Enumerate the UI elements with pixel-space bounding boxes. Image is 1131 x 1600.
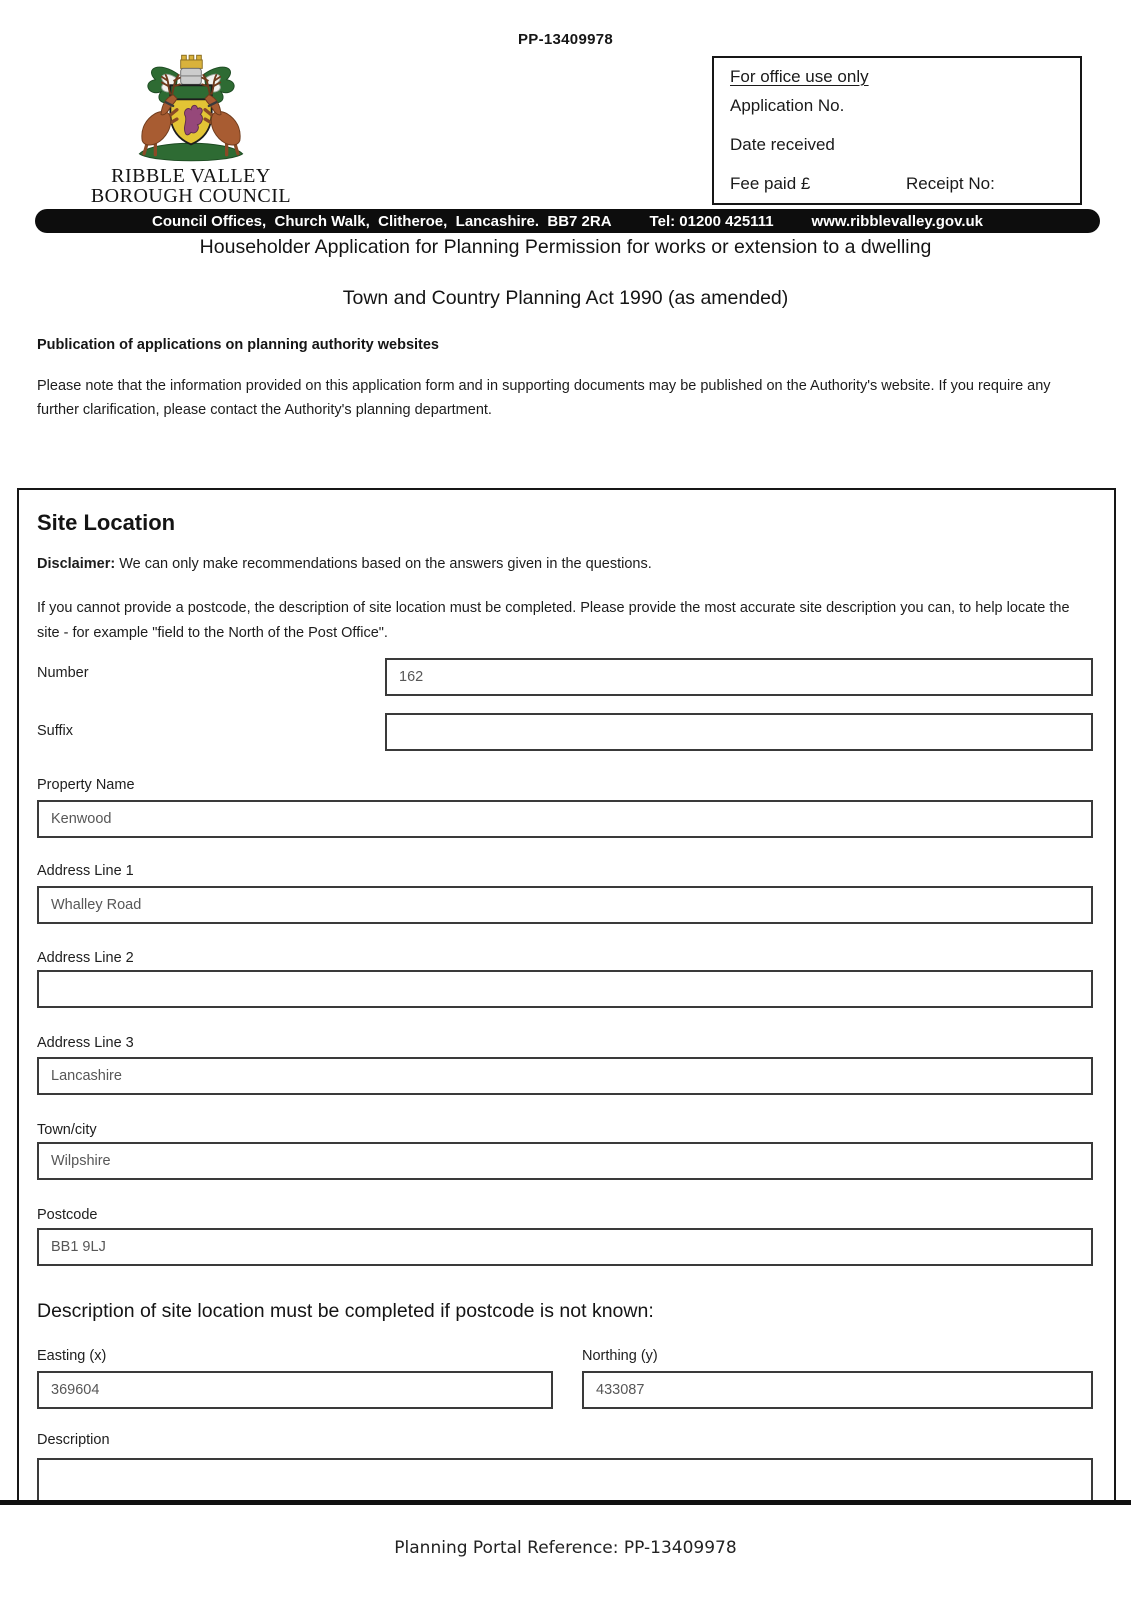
date-received-label: Date received [730, 135, 835, 154]
form-subtitle: Town and Country Planning Act 1990 (as amended) [342, 287, 789, 309]
suffix-label: Suffix [37, 723, 74, 739]
northing-label: Northing (y) [582, 1348, 658, 1364]
easting-label: Easting (x) [37, 1348, 107, 1364]
property-name-label: Property Name [37, 777, 135, 793]
publication-heading: Publication of applications on planning authority websites [37, 337, 439, 353]
description-label: Description [37, 1432, 110, 1448]
address-line-2-input[interactable] [37, 970, 1093, 1008]
council-name-line1: RIBBLE VALLEY [111, 165, 271, 187]
town-city-input[interactable] [37, 1142, 1093, 1180]
address-line-2-label: Address Line 2 [37, 950, 134, 966]
northing-input[interactable] [582, 1371, 1093, 1409]
disclaimer-text: Disclaimer: We can only make recommendations based on the answers given in the questions. [37, 556, 652, 572]
number-label: Number [37, 665, 89, 681]
application-no-label: Application No. [730, 96, 845, 115]
number-input[interactable] [385, 658, 1093, 696]
planning-portal-reference: Planning Portal Reference: PP-13409978 [394, 1538, 737, 1558]
form-reference: PP-13409978 [517, 31, 614, 48]
council-crest-icon [60, 44, 322, 166]
council-address: Council Offices, Church Walk, Clitheroe, Lancashire. BB7 2RA [152, 212, 612, 230]
address-line-1-label: Address Line 1 [37, 863, 134, 879]
council-address-bar [35, 209, 1100, 233]
fee-paid-label: Fee paid £ [730, 174, 811, 193]
office-use-title: For office use only [730, 67, 869, 86]
publication-note: Please note that the information provided on this application form and in supporting documents may be published on the Authority's website. If you require any further clarification, please contact the Authority's planning department. [37, 378, 1051, 418]
council-telephone: Tel: 01200 425111 [649, 212, 774, 230]
address-line-1-input[interactable] [37, 886, 1093, 924]
section-title: Site Location [37, 510, 176, 535]
page-break-divider [0, 1500, 1131, 1505]
postcode-input[interactable] [37, 1228, 1093, 1266]
council-name-line2: BOROUGH COUNCIL [90, 185, 292, 207]
council-logo [60, 44, 322, 206]
disclaimer-label: Disclaimer: [37, 556, 116, 572]
description-textarea[interactable] [37, 1458, 1093, 1500]
site-location-intro: If you cannot provide a postcode, the description of site location must be completed. Please provide the most accurate site description you can, to help locate the site - for example "field to the North of the Post Office". [37, 600, 1070, 641]
town-city-label: Town/city [37, 1122, 97, 1138]
form-title: Householder Application for Planning Permission for works or extension to a dwelling [199, 236, 932, 258]
receipt-no-label: Receipt No: [906, 174, 995, 193]
council-website-link: www.ribblevalley.gov.uk [811, 212, 983, 230]
description-heading: Description of site location must be completed if postcode is not known: [37, 1300, 654, 1322]
office-use-box [712, 56, 1082, 205]
suffix-input[interactable] [385, 713, 1093, 751]
site-location-section [17, 488, 1116, 1500]
postcode-label: Postcode [37, 1207, 98, 1223]
easting-input[interactable] [37, 1371, 553, 1409]
address-line-3-input[interactable] [37, 1057, 1093, 1095]
address-line-3-label: Address Line 3 [37, 1035, 134, 1051]
property-name-input[interactable] [37, 800, 1093, 838]
